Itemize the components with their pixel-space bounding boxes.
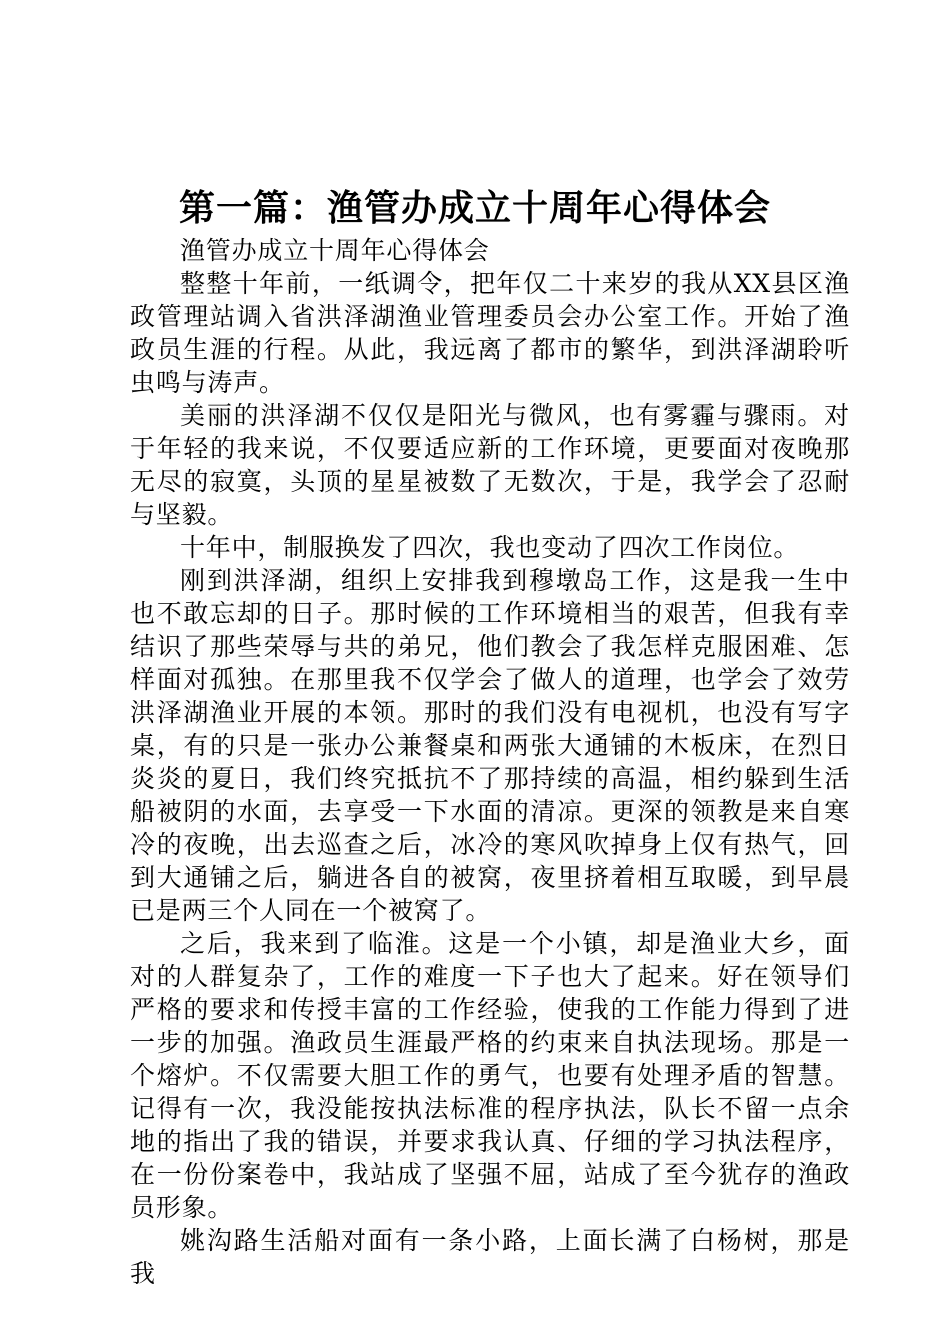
document-body [130, 234, 850, 1290]
paragraph-subtitle: 渔管办成立十周年心得体会 [180, 236, 490, 265]
paragraph: 刚到洪泽湖，组织上安排我到穆墩岛工作，这是我一生中也不敢忘却的日子。那时候的工作环境相当的艰苦，但我有幸结识了那些荣辱与共的弟兄，他们教会了我怎样克服困难、怎样面对孤独。在那里我不仅学会了做人的道理，也学会了效劳洪泽湖渔业开展的本领。那时的我们没有电视机，也没有写字桌，有的只是一张办公兼餐桌和两张大通铺的木板床，在烈日炎炎的夏日，我们终究抵抗不了那持续的高温，相约躲到生活船被阴的水面，去享受一下水面的清凉。更深的领教是来自寒冷的夜晚，出去巡查之后，冰冷的寒风吹掉身上仅有热气，回到大通铺之后，躺进各自的被窝，夜里挤着相互取暖，到早晨已是两三个人同在一个被窝了。 [130, 566, 850, 925]
paragraph: 之后，我来到了临淮。这是一个小镇，却是渔业大乡，面对的人群复杂了，工作的难度一下子也大了起来。好在领导们严格的要求和传授丰富的工作经验，使我的工作能力得到了进一步的加强。渔政员生涯最严格的约束来自执法现场。那是一个熔炉。不仅需要大胆工作的勇气，也要有处理矛盾的智慧。记得有一次，我没能按执法标准的程序执法，队长不留一点余地的指出了我的错误，并要求我认真、仔细的学习执法程序，在一份份案卷中，我站成了坚强不屈，站成了至今犹存的渔政员形象。 [130, 929, 850, 1222]
paragraph: 姚沟路生活船对面有一条小路，上面长满了白杨树，那是我 [130, 1226, 850, 1288]
document-title: 第一篇：渔管办成立十周年心得体会 [178, 187, 771, 229]
paragraph: 十年中，制服换发了四次，我也变动了四次工作岗位。 [180, 533, 800, 562]
paragraph: 整整十年前，一纸调令，把年仅二十来岁的我从XX县区渔政管理站调入省洪泽湖渔业管理委员会办公室工作。开始了渔政员生涯的行程。从此，我远离了都市的繁华，到洪泽湖聆听虫鸣与涛声。 [130, 269, 850, 397]
paragraph: 美丽的洪泽湖不仅仅是阳光与微风，也有雾霾与骤雨。对于年轻的我来说，不仅要适应新的工作环境，更要面对夜晚那无尽的寂寞，头顶的星星被数了无数次，于是，我学会了忍耐与坚毅。 [130, 401, 850, 529]
